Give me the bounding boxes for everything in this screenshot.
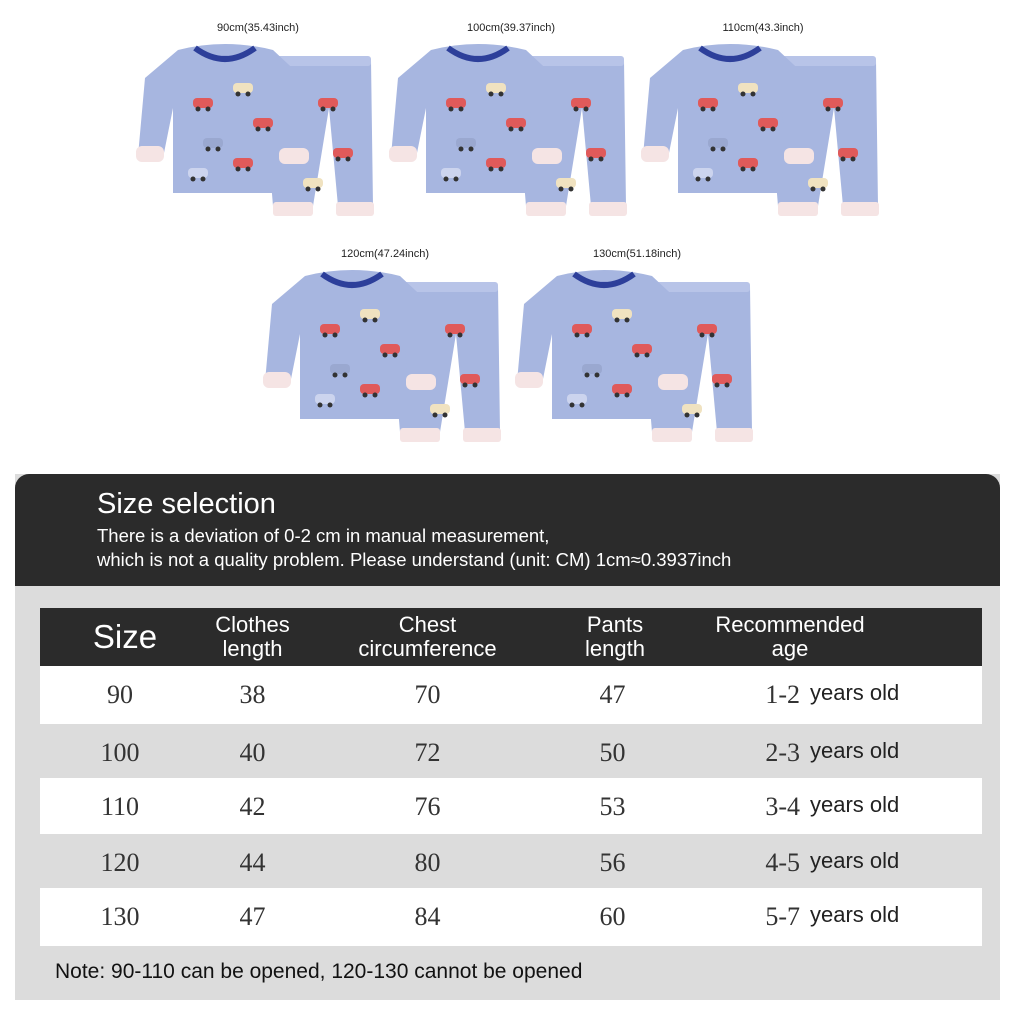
cell-size: 130	[100, 902, 140, 931]
product-image-90	[133, 22, 383, 232]
cell-age-unit: years old	[810, 792, 900, 817]
header-line: circumference	[358, 636, 497, 661]
cell-age: 2-3	[765, 738, 800, 767]
header-recommended-age	[690, 613, 890, 661]
car-print	[446, 98, 466, 108]
cell-age: 3-4	[765, 792, 800, 821]
car-print	[506, 118, 526, 128]
header-pants-length	[555, 613, 675, 661]
size-table	[40, 608, 982, 946]
cell-clothes-length: 40	[239, 738, 266, 767]
cell-age: 4-5	[765, 848, 800, 877]
car-print	[808, 178, 828, 188]
table-row	[40, 834, 982, 888]
car-print	[456, 138, 476, 148]
cell-age-unit: years old	[810, 902, 900, 927]
car-print	[315, 394, 335, 404]
car-print	[333, 148, 353, 158]
header-line: Chest	[398, 612, 457, 637]
cell-pants-length: 56	[599, 848, 626, 877]
header-clothes-length	[190, 613, 315, 661]
table-row	[40, 666, 982, 724]
car-print	[430, 404, 450, 414]
product-image-120	[260, 248, 510, 458]
product-gallery	[0, 0, 1020, 470]
car-print	[556, 178, 576, 188]
car-print	[698, 98, 718, 108]
size-panel-header	[15, 474, 1000, 586]
cell-pants-length: 47	[599, 680, 626, 709]
product-image-130	[512, 248, 762, 458]
car-print	[632, 344, 652, 354]
car-print	[586, 148, 606, 158]
header-line: Clothes	[215, 612, 290, 637]
car-print	[318, 98, 338, 108]
cell-pants-length: 60	[599, 902, 626, 931]
car-print	[697, 324, 717, 334]
car-print	[253, 118, 273, 128]
table-row	[40, 724, 982, 778]
car-print	[567, 394, 587, 404]
size-caption: 90cm(35.43inch)	[217, 22, 299, 34]
car-print	[380, 344, 400, 354]
car-print	[693, 168, 713, 178]
car-print	[303, 178, 323, 188]
car-print	[682, 404, 702, 414]
car-print	[233, 83, 253, 93]
product-image-100	[386, 22, 636, 232]
car-print	[738, 158, 758, 168]
cell-age: 1-2	[765, 680, 800, 709]
car-print	[612, 309, 632, 319]
header-chest	[335, 613, 520, 661]
car-print	[193, 98, 213, 108]
car-print	[445, 324, 465, 334]
header-line: Recommended	[715, 612, 865, 637]
size-caption: 120cm(47.24inch)	[340, 248, 430, 260]
cell-clothes-length: 47	[239, 902, 266, 931]
size-caption: 110cm(43.3inch)	[722, 22, 804, 34]
cell-clothes-length: 38	[239, 680, 266, 709]
table-row	[40, 888, 982, 946]
table-note: Note: 90-110 can be opened, 120-130 cannot be opened	[55, 960, 583, 983]
subtitle-line: There is a deviation of 0-2 cm in manual measurement,	[97, 525, 550, 546]
cell-chest: 72	[414, 738, 441, 767]
table-header	[40, 608, 982, 666]
cell-chest: 76	[414, 792, 441, 821]
car-print	[330, 364, 350, 374]
panel-title: Size selection	[97, 488, 276, 520]
pajama-set-illustration	[386, 38, 636, 228]
header-line: Pants	[586, 612, 644, 637]
car-print	[233, 158, 253, 168]
car-print	[838, 148, 858, 158]
pajama-set-illustration	[133, 38, 383, 228]
car-print	[320, 324, 340, 334]
subtitle-line: which is not a quality problem. Please understand (unit: CM) 1cm≈0.3937inch	[97, 549, 732, 570]
table-row	[40, 778, 982, 834]
panel-subtitle	[97, 524, 731, 572]
car-print	[360, 309, 380, 319]
car-print	[738, 83, 758, 93]
cell-pants-length: 50	[599, 738, 626, 767]
cell-chest: 80	[414, 848, 441, 877]
cell-age-unit: years old	[810, 680, 900, 705]
pajama-set-illustration	[512, 264, 762, 454]
car-print	[612, 384, 632, 394]
cell-clothes-length: 44	[239, 848, 266, 877]
size-caption: 130cm(51.18inch)	[592, 248, 682, 260]
car-print	[571, 98, 591, 108]
car-print	[823, 98, 843, 108]
cell-chest: 84	[414, 902, 441, 931]
pajama-set-illustration	[638, 38, 888, 228]
car-print	[572, 324, 592, 334]
car-print	[486, 83, 506, 93]
cell-age-unit: years old	[810, 848, 900, 873]
product-image-110	[638, 22, 888, 232]
header-line: age	[771, 636, 809, 661]
car-print	[708, 138, 728, 148]
car-print	[582, 364, 602, 374]
size-caption: 100cm(39.37inch)	[466, 22, 556, 34]
cell-age-unit: years old	[810, 738, 900, 763]
cell-size: 100	[100, 738, 140, 767]
header-size: Size	[92, 618, 158, 655]
car-print	[441, 168, 461, 178]
cell-age: 5-7	[765, 902, 800, 931]
cell-size: 90	[107, 680, 133, 709]
car-print	[188, 168, 208, 178]
cell-chest: 70	[414, 680, 441, 709]
cell-size: 120	[100, 848, 140, 877]
cell-clothes-length: 42	[239, 792, 266, 821]
car-print	[460, 374, 480, 384]
car-print	[203, 138, 223, 148]
car-print	[486, 158, 506, 168]
car-print	[360, 384, 380, 394]
car-print	[712, 374, 732, 384]
cell-pants-length: 53	[599, 792, 626, 821]
size-selection-panel	[15, 474, 1000, 1000]
pajama-set-illustration	[260, 264, 510, 454]
cell-size: 110	[100, 792, 140, 821]
header-line: length	[585, 636, 645, 661]
car-print	[758, 118, 778, 128]
header-line: length	[222, 636, 283, 661]
